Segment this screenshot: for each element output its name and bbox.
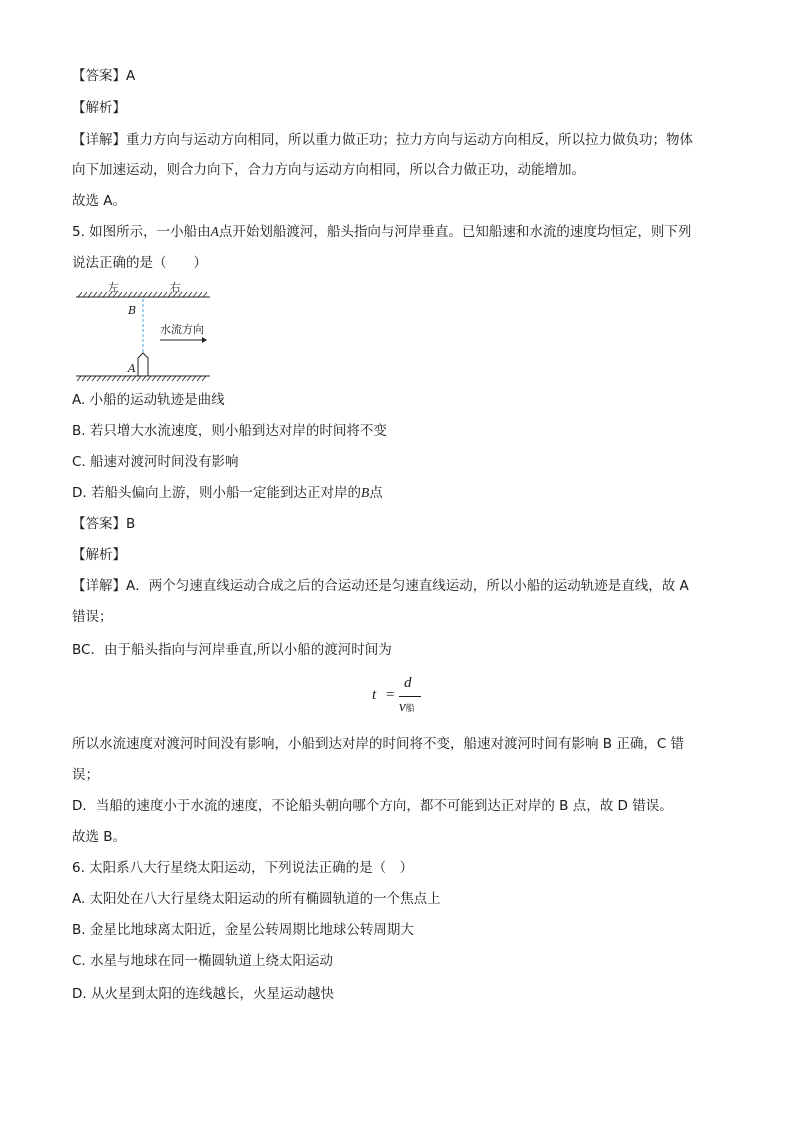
q5-detail-line-3: BC．由于船头指向与河岸垂直,所以小船的渡河时间为 — [72, 642, 392, 658]
formula-denominator — [399, 699, 415, 716]
point-a-label: A — [128, 362, 136, 375]
q4-detail-line-1: 【详解】重力方向与运动方向相同，所以重力做正功；拉力方向与运动方向相反，所以拉力做负功；物体 — [72, 132, 693, 148]
boat-icon — [138, 353, 148, 376]
q6-option-c: C. 水星与地球在同一椭圆轨道上绕太阳运动 — [72, 953, 334, 969]
q5-option-b: B. 若只增大水流速度，则小船到达对岸的时间将不变 — [72, 423, 387, 439]
q5-stem-line-2: 说法正确的是（ ） — [72, 255, 207, 271]
top-bank-hatching — [78, 292, 207, 297]
q6-stem: 6. 太阳系八大行星绕太阳运动，下列说法正确的是（ ） — [72, 860, 414, 876]
q6-option-b: B. 金星比地球离太阳近，金星公转周期比地球公转周期大 — [72, 922, 414, 938]
q5-stem-point-a: A — [210, 224, 219, 239]
crossing-time-formula — [372, 675, 432, 721]
q4-analysis-label: 【解析】 — [72, 100, 126, 116]
right-bank-label: 右 — [170, 281, 181, 294]
q6-option-d: D. 从火星到太阳的连线越长，火星运动越快 — [72, 986, 334, 1002]
q5-analysis-label: 【解析】 — [72, 547, 126, 563]
q5-option-d-point-b: B — [360, 485, 370, 500]
formula-fraction-bar — [399, 696, 421, 697]
q4-detail-line-2: 向下加速运动，则合力向下，合力方向与运动方向相同，所以合力做正功，动能增加。 — [72, 162, 585, 178]
q5-detail-line-5: 误； — [72, 767, 99, 783]
q4-answer: 【答案】A — [72, 68, 136, 84]
q4-conclusion: 故选 A。 — [72, 193, 127, 209]
point-b-label: B — [128, 304, 137, 317]
q5-detail-line-4: 所以水流速度对渡河时间没有影响，小船到达对岸的时间将不变，船速对渡河时间有影响 B 正确，C 错 — [72, 736, 685, 752]
formula-numerator: d — [404, 675, 412, 691]
q6-option-a: A. 太阳处在八大行星绕太阳运动的所有椭圆轨道的一个焦点上 — [72, 891, 441, 907]
formula-lhs: t — [372, 687, 377, 703]
bottom-bank-hatching — [77, 376, 206, 381]
q5-option-a: A. 小船的运动轨迹是曲线 — [72, 392, 225, 408]
q5-answer: 【答案】B — [72, 516, 136, 532]
formula-denominator-subscript: 船 — [405, 704, 415, 714]
left-bank-label: 左 — [108, 281, 119, 294]
q5-stem-line-1 — [72, 222, 691, 242]
q5-stem-text-1: 5. 如图所示，一小船由 — [72, 224, 211, 240]
q5-option-d — [72, 483, 383, 503]
q5-detail-line-2: 错误； — [72, 609, 113, 625]
flow-direction-label: 水流方向 — [160, 323, 204, 336]
formula-denominator-symbol: v — [399, 699, 406, 715]
q5-detail-line-6: D．当船的速度小于水流的速度，不论船头朝向哪个方向，都不可能到达正对岸的 B 点，故 D 错误。 — [72, 798, 673, 814]
q5-option-d-text-2: 点 — [369, 485, 383, 501]
q5-stem-text-2: 点开始划船渡河，船头指向与河岸垂直。已知船速和水流的速度均恒定，则下列 — [218, 224, 692, 240]
q5-option-c: C. 船速对渡河时间没有影响 — [72, 454, 239, 470]
river-crossing-figure — [74, 280, 214, 384]
q5-conclusion: 故选 B。 — [72, 829, 127, 845]
q5-detail-line-1: 【详解】A．两个匀速直线运动合成之后的合运动还是匀速直线运动，所以小船的运动轨迹是直线，故 A — [72, 578, 689, 594]
formula-equals: = — [386, 687, 395, 703]
q5-option-d-text-1: D. 若船头偏向上游，则小船一定能到达正对岸的 — [72, 485, 361, 501]
flow-arrow-head — [202, 337, 207, 343]
